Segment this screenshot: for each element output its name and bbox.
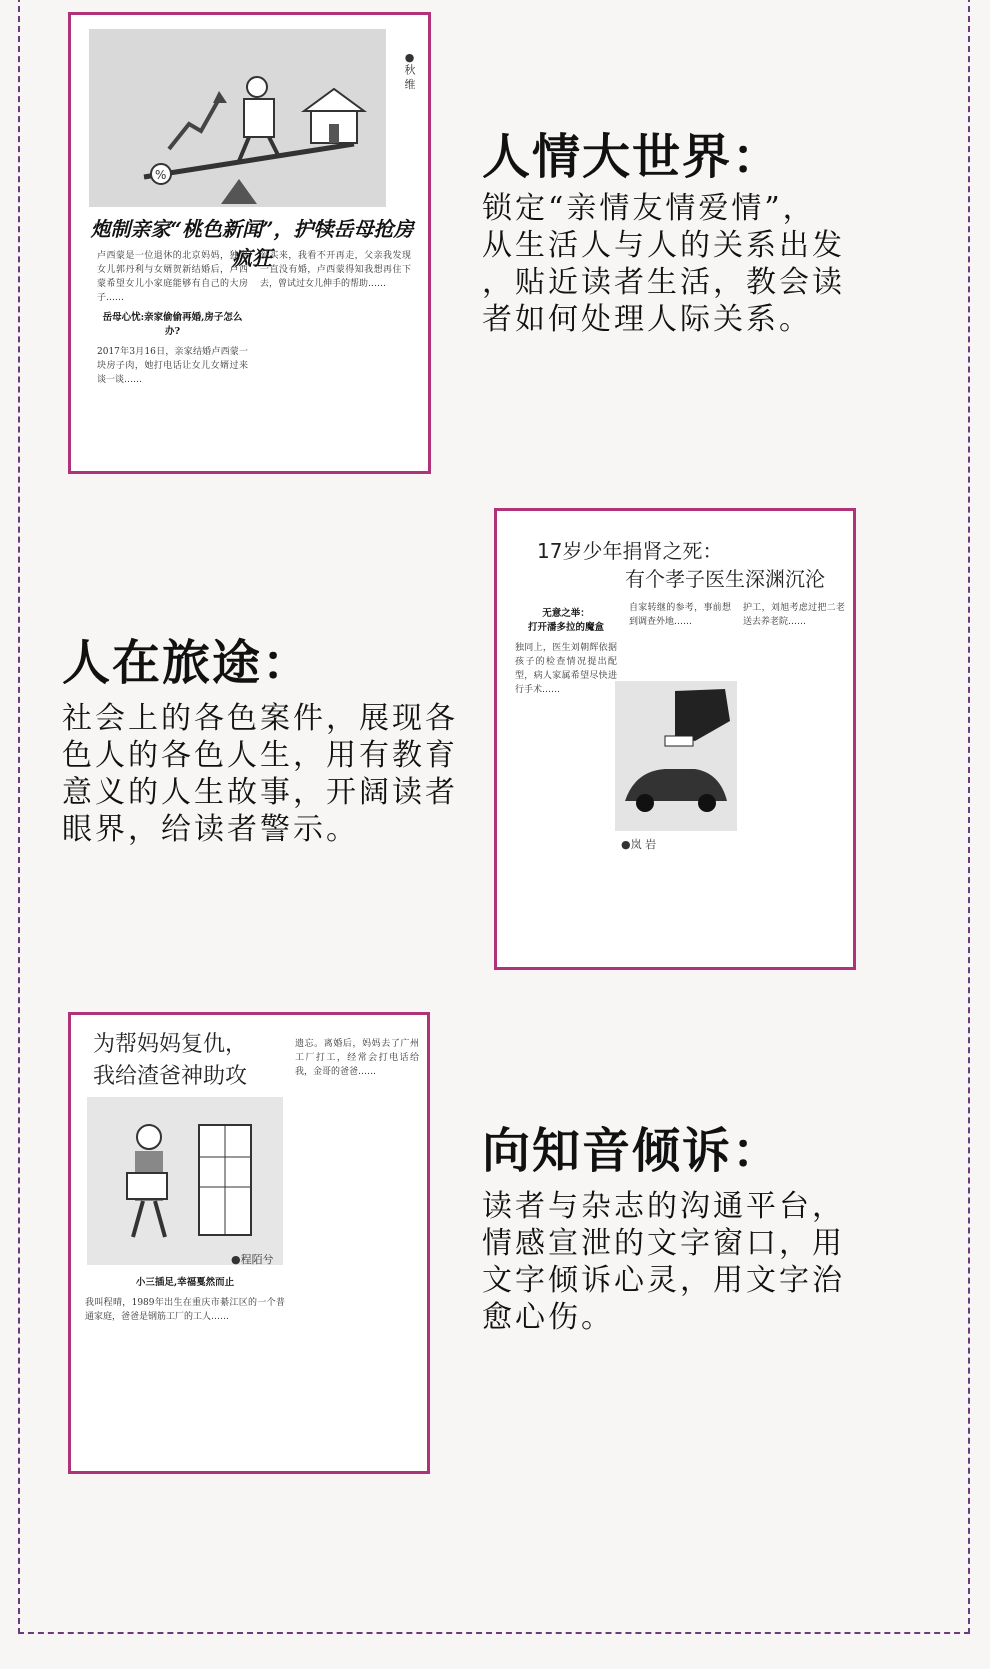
article-body	[97, 249, 411, 469]
section-title: 人情大世界：	[482, 129, 783, 185]
section-title: 向知音倾诉：	[482, 1123, 783, 1179]
article-author: ●程陌兮	[231, 1253, 274, 1266]
svg-text:%: %	[155, 168, 167, 182]
body-column: 卢西蒙是一位退休的北京妈妈，独生女儿郭丹利与女婿贺新结婚后，卢西蒙希望女儿小家庭能够有自己的大房子…… 岳母心忧:亲家偷偷再婚,房子怎么办? 2017年3月16日，亲家结婚卢西蒙一块房子肉，她打电话让女儿女婿过来谈一谈……	[97, 251, 248, 385]
body-column: 护工，刘旭考虑过把二老送去养老院……	[743, 603, 845, 627]
article-body-right	[295, 1037, 419, 1469]
article-card-2	[494, 508, 856, 970]
article-card-1	[68, 12, 431, 474]
seesaw-image	[89, 29, 386, 207]
section-desc: 读者与杂志的沟通平台， 情感宣泄的文字窗口，用 文字倾诉心灵，用文字治 愈心伤。	[482, 1189, 845, 1335]
article-headline-line1: 为帮妈妈复仇，	[93, 1032, 248, 1057]
article-subhead: 小三插足,幸福戛然而止	[135, 1277, 235, 1288]
body-column: 自家转继的参考，事前想到调查外地……	[629, 603, 731, 627]
article-headline-line2: 有个孝子医生深渊沉沦	[625, 567, 825, 591]
article-body	[515, 601, 845, 966]
box-building-image	[87, 1097, 283, 1265]
illustration-box-building	[87, 1097, 283, 1265]
article-body	[85, 1270, 285, 1470]
article-headline: 炮制亲家“桃色新闻”，护犊岳母抢房疯狂	[90, 217, 414, 270]
section-desc: 社会上的各色案件，展现各 色人的各色人生，用有教育 意义的人生故事，开阔读者 眼界，给读者警示。	[62, 701, 458, 847]
body-column: 无意之举： 打开潘多拉的魔盒 独同上，医生刘朝辉依据孩子的检查情况提出配型，病人家属希望尽快进行手术……	[515, 608, 617, 695]
illustration-seesaw	[89, 29, 386, 207]
article-subhead: 无意之举： 打开潘多拉的魔盒	[527, 608, 604, 633]
article-headline-line1: 17岁少年捐肾之死：	[537, 539, 723, 563]
article-author: ●秋 维	[403, 51, 416, 90]
article-card-3	[68, 1012, 430, 1474]
article-headline-line2: 我给渣爸神助攻	[93, 1064, 248, 1089]
body-column: 小三插足,幸福戛然而止 我叫程晴，1989年出生在重庆市綦江区的一个普通家庭，爸爸是钢筋工厂的工人……	[85, 1277, 285, 1322]
body-column: 爱买来，我看不开再走，父亲我发现一直没有婚，卢西蒙得知我想再住下去，曾试过女儿伸手的帮助……	[260, 251, 411, 289]
article-author: ●岚 岩	[621, 838, 657, 851]
section-desc: 锁定“亲情友情爱情”， 从生活人与人的关系出发 ，贴近读者生活，教会读 者如何处理人际关系。	[482, 191, 845, 337]
article-subhead: 岳母心忧:亲家偷偷再婚,房子怎么办?	[102, 312, 243, 337]
section-title: 人在旅途：	[62, 635, 313, 691]
body-column: 遗忘。离婚后，妈妈去了广州工厂打工，经常会打电话给我，金哥的爸爸……	[295, 1039, 419, 1077]
